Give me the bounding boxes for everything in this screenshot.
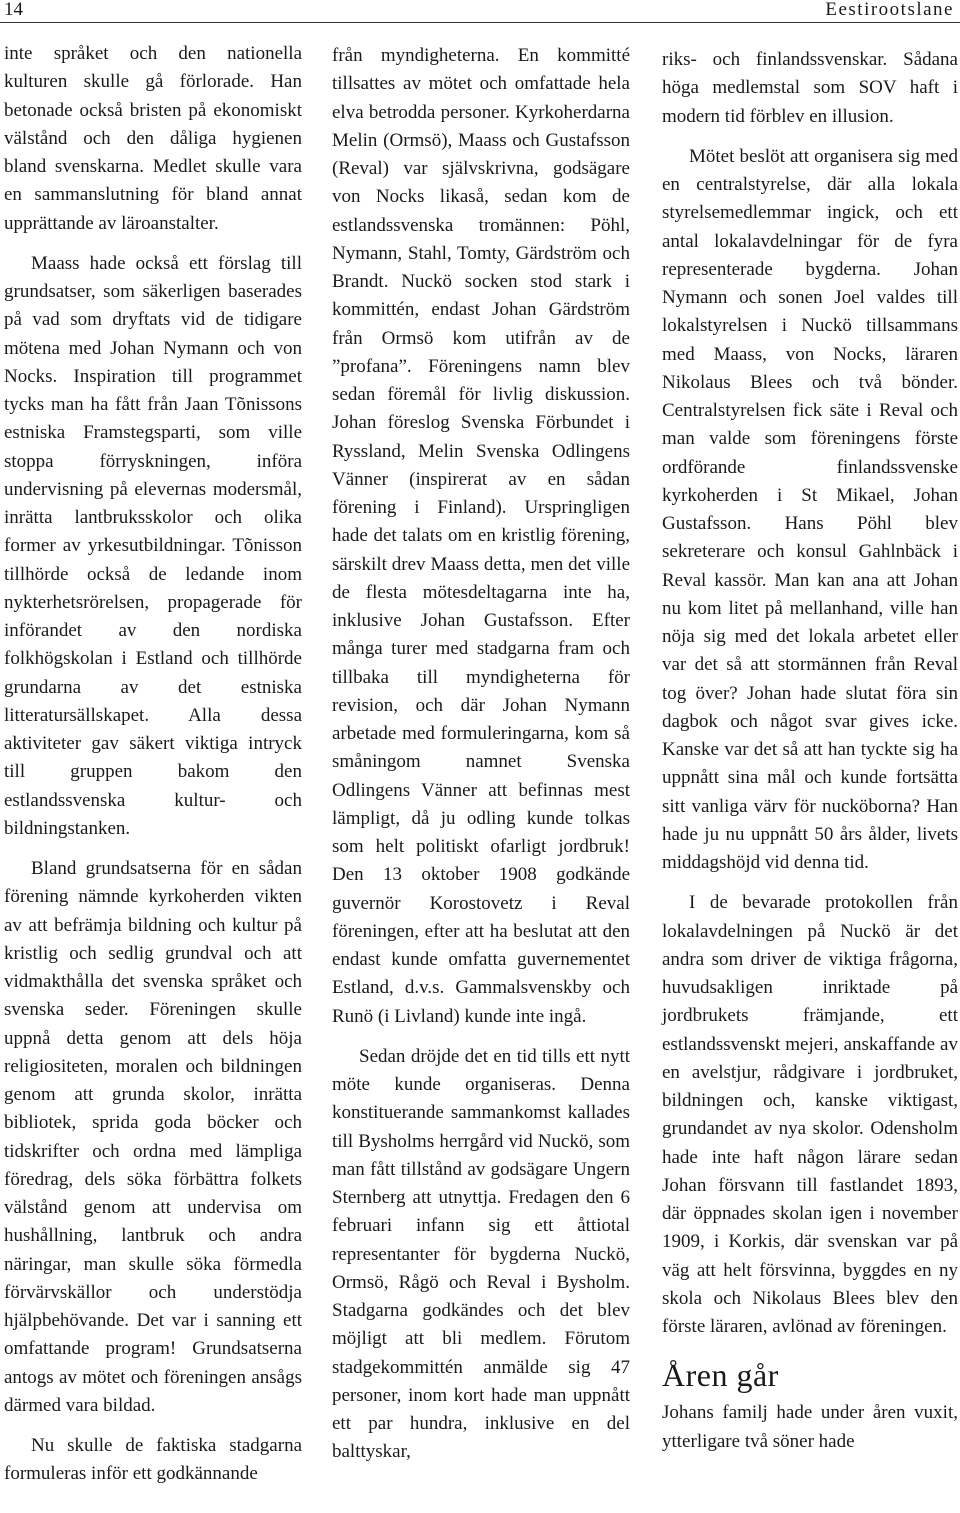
text-column-1 [4, 40, 302, 1489]
paragraph: Nu skulle de faktiska stadgarna formuleras inför ett godkännande [4, 1435, 302, 1485]
paragraph: I de bevarade protokollen från lokalavdelningen på Nuckö är det andra som driver de viktiga frågorna, huvudsakligen inriktade på jordbrukets främjande, ett estlandssvenskt mejeri, anskaffande av en avelstjur, rådgivare i jordbruket, bildningen och, kanske viktigast, grundandet av nya skolor. Odensholm hade inte haft någon lärare sedan Johan försvann till fastlandet 1893, där öppnades skolan igen i november 1909, i Korkis, där svenskan var på väg att helt försvinna, byggdes en ny skola och Nikolaus Blees blev den förste läraren, avlönad av föreningen. [662, 892, 958, 1337]
section-heading: Åren går [662, 1357, 779, 1394]
paragraph: Sedan dröjde det en tid tills ett nytt möte kunde organiseras. Denna konstituerande sammankomst kallades till Bysholms herrgård vid Nuckö, som man fått tillstånd av godsägare Ungern Sternberg att utnyttja. Fredagen den 6 februari infann sig ett åttiotal representanter för bygderna Nuckö, Ormsö, Rågö och Reval i Bysholm. Stadgarna godkändes och det blev möjligt att bli medlem. Förutom stadgekommittén anmälde sig 47 personer, inom kort hade man uppnått ett par hundra, inklusive en del balttyskar, [332, 1045, 630, 1463]
paragraph: Mötet beslöt att organisera sig med en centralstyrelse, där alla lokala styrelsemedlemmar ingick, och ett antal lokalavdelningar för de fyra representerade bygderna. Johan Nymann och sonen Joel valdes till lokalstyrelsen i Nuckö tillsammans med Maass, von Nocks, läraren Nikolaus Blees och två bönder. Centralstyrelsen fick säte i Reval och man valde som föreningens förste ordförande finlandssvenske kyrkoherden i St Mikael, Johan Gustafsson. Hans Pöhl blev sekreterare och konsul Gahlnbäck i Reval kassör. Man kan ana att Johan nu kom litet på mellanhand, ville han nöja sig med det lokala arbetet eller var det så att stormännen från Reval tog över? Johan hade slutat föra sin dagbok och något svar gives icke. Kanske var det så att han tyckte sig ha uppnått sina mål och kunde fortsätta sitt vanliga värv för nucköborna? Han hade ju nu uppnått 50 års ålder, livets middagshöjd vid denna tid. [662, 145, 958, 873]
paragraph: Bland grundsatserna för en sådan förening nämnde kyrkoherden vikten av att befrämja bildning och kultur på kristlig och sedlig grundval och att vidmakthålla det svenska språket och svenska seder. Föreningen skulle uppnå detta genom att dels höja religiositeten, moralen och bildningen genom att grunda skolor, inrätta bibliotek, sprida goda böcker och tidskrifter och ordna med lämpliga föredrag, dels söka förbättra folkets välstånd genom att undervisa om hushållning, lantbruk och andra näringar, man skulle söka förmedla förvärvskällor och understödja hjälpbehövande. Det var i sanning ett omfattande program! Grundsatserna antogs av mötet och föreningen ansågs därmed vara bildad. [4, 858, 302, 1416]
paragraph: från myndigheterna. En kommitté tillsattes av mötet och omfattade hela elva betrodda personer. Kyrkoherdarna Melin (Ormsö), Maass och Gustafsson (Reval) var självskrivna, godsägare von Nocks likaså, sedan kom de estlandssvenska tromännen: Pöhl, Nymann, Stahl, Tomty, Gärdström och Brandt. Nuckö socken stod stark i kommittén, endast Johan Gärdström från Ormsö kom utifrån av de ”profana”. Föreningens namn blev sedan föremål för livlig diskussion. Johan föreslog Svenska Förbundet i Ryssland, Melin Svenska Odlingens Vänner (inspirerat av en sådan förening i Finland). Urspringligen hade det talats om en kristlig förening, särskilt drev Maass detta, men det ville de flesta mötesdeltagarna inte ha, inklusive Johan Gustafsson. Efter många turer med stadgarna fram och tillbaka till myndigheterna för revision, och där Johan Nymann arbetade med formuleringarna, kom så småningom namnet Svenska Odlingens Vänner att befinnas mest lämpligt, då ju odling kunde tolkas som helt politiskt ofarligt jordbruk! Den 13 oktober 1908 godkände guvernör Korostovetz i Reval föreningen, efter att ha beslutat att den endast kunde omfatta guvernementet Estland, d.v.s. Gammalsvenskby och Runö (i Livland) kunde inte ingå. [332, 45, 630, 1027]
page-header [0, 0, 960, 22]
paragraph: riks- och finlandssvenskar. Sådana höga medlemstal som SOV haft i modern tid förblev en illusion. [662, 49, 958, 127]
header-rule [0, 22, 960, 23]
paragraph: inte språket och den nationella kulturen skulle gå förlorade. Han betonade också bristen på ekonomiskt välstånd och den dåliga hygienen bland svenskarna. Medlet skulle vara en sammanslutning för bland annat upprättande av läroanstalter. [4, 43, 302, 234]
running-title: Eestirootslane [825, 0, 954, 20]
paragraph: Maass hade också ett förslag till grundsatser, som säkerligen baserades på vad som dryftats vid de tidigare mötena med Johan Nymann och von Nocks. Inspiration till programmet tycks man ha fått från Jaan Tõnissons estniska Framstegsparti, som ville stoppa förryskningen, införa undervisning på elevernas modersmål, inrätta lantbruksskolor och olika former av yrkesutbildningar. Tõnisson tillhörde också de ledande inom nykterhetsrörelsen, propagerade för införandet av den nordiska folkhögskolan i Estland och tillhörde grundarna av det estniska litteratursällskapet. Alla dessa aktiviteter gav säkert viktiga intryck till gruppen bakom den estlandssvenska kultur- och bildningstanken. [4, 252, 302, 839]
text-column-2 [332, 42, 630, 1467]
text-column-3 [662, 46, 958, 1456]
paragraph: Johans familj hade under åren vuxit, ytterligare två söner hade [662, 1402, 958, 1452]
page-number: 14 [4, 0, 23, 20]
